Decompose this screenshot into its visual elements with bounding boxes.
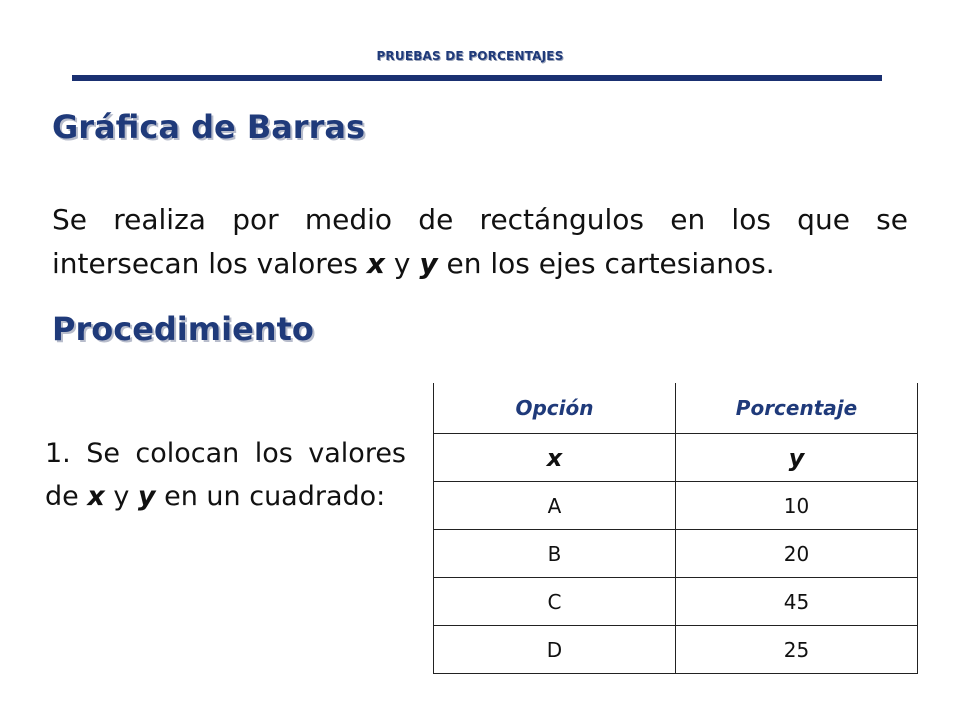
header-title: PRUEBAS DE PORCENTAJES	[376, 49, 564, 63]
table-cell: 45	[676, 578, 918, 626]
table-cell: D	[434, 626, 676, 674]
step-var-x: x	[87, 481, 105, 512]
page-title: Gráfica de Barras	[52, 108, 365, 146]
paragraph-text-2: y	[384, 247, 420, 280]
table-cell: B	[434, 530, 676, 578]
table-cell: A	[434, 482, 676, 530]
section-subtitle: Procedimiento	[52, 310, 314, 348]
table-var-row	[434, 434, 918, 482]
table-header-row	[434, 383, 918, 434]
paragraph-text-1: Se realiza por medio de rectángulos en los que se intersecan los valores	[52, 203, 908, 280]
paragraph-var-x: x	[366, 247, 385, 280]
table-header-cell: Opción	[434, 383, 676, 434]
table-cell: C	[434, 578, 676, 626]
table-var-cell: x	[434, 434, 676, 482]
step-text	[45, 432, 406, 518]
table-row	[434, 482, 918, 530]
table-var-cell: y	[676, 434, 918, 482]
table-cell: 10	[676, 482, 918, 530]
step-text-3: en un cuadrado:	[155, 481, 386, 512]
table-row	[434, 626, 918, 674]
paragraph-var-y: y	[419, 247, 438, 280]
step-text-1: 1. Se colocan los valores de	[45, 438, 406, 512]
table-cell: 20	[676, 530, 918, 578]
step-var-y: y	[137, 481, 156, 512]
table-row	[434, 530, 918, 578]
paragraph-text-3: en los ejes cartesianos.	[437, 247, 775, 280]
table-header-cell: Porcentaje	[676, 383, 918, 434]
data-table	[433, 383, 918, 674]
step-text-2: y	[104, 481, 138, 512]
header-divider	[72, 75, 882, 81]
table-cell: 25	[676, 626, 918, 674]
table-row	[434, 578, 918, 626]
description-paragraph	[52, 198, 908, 286]
